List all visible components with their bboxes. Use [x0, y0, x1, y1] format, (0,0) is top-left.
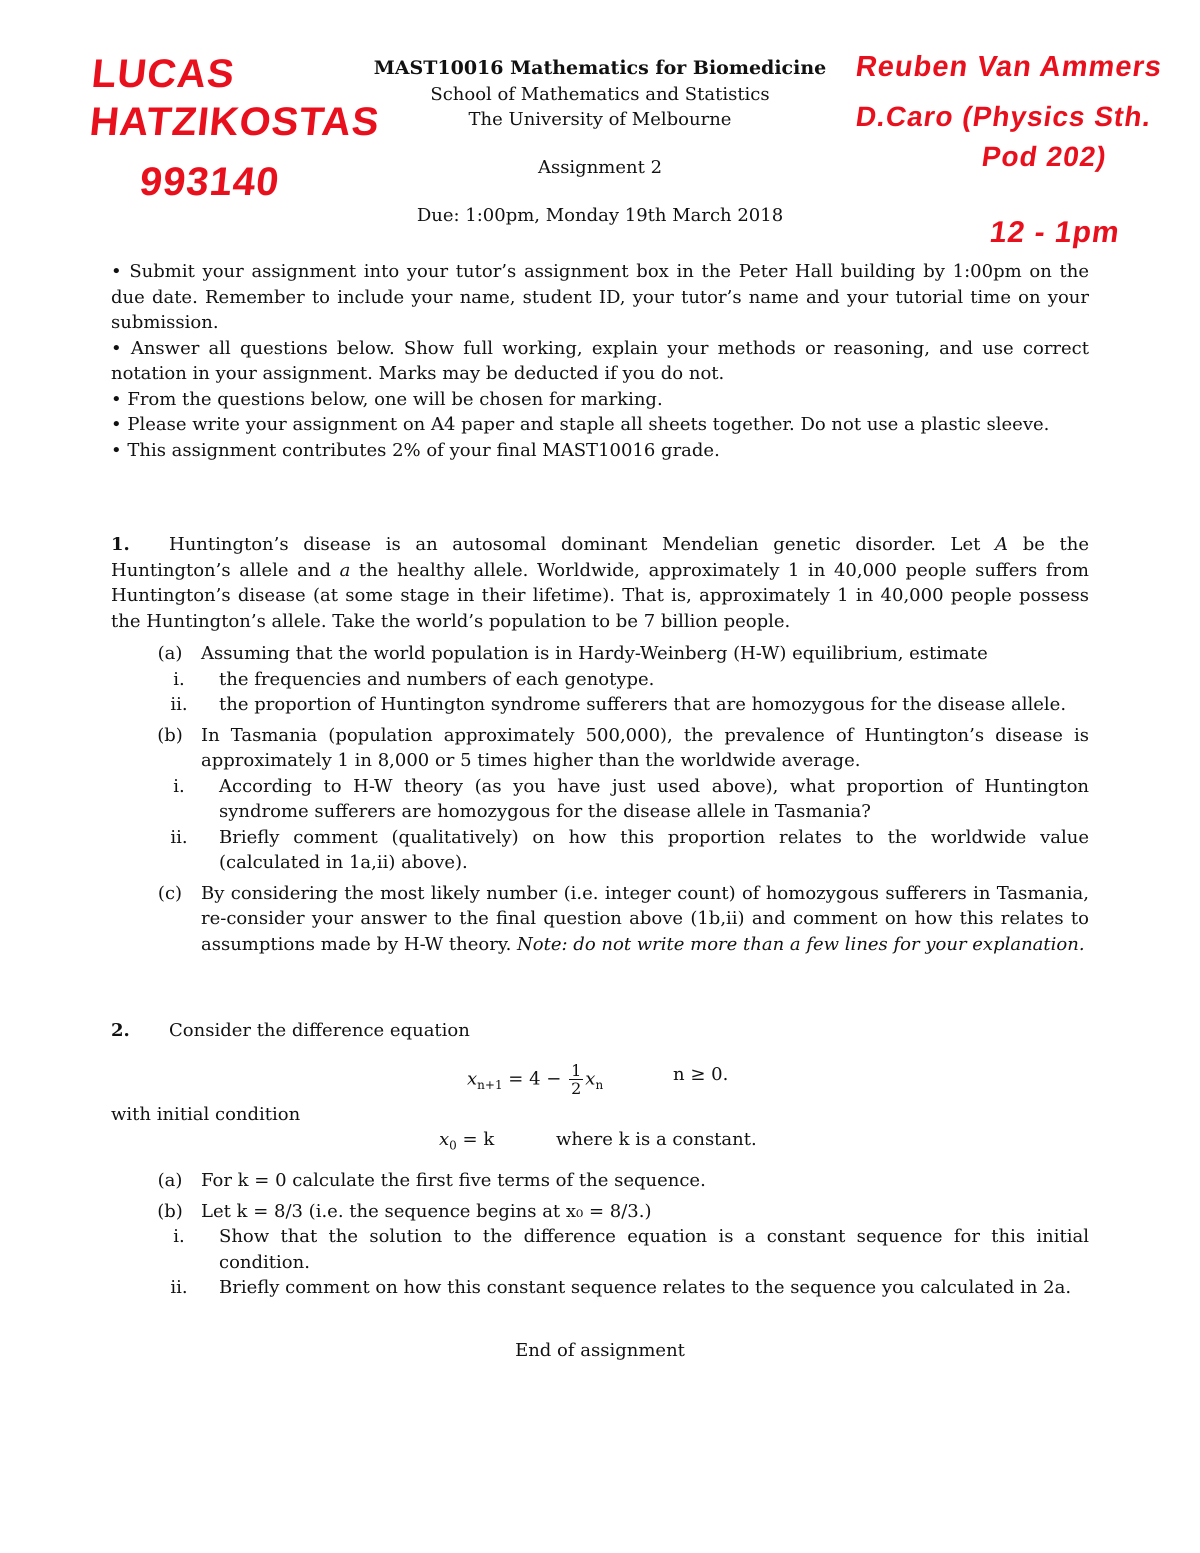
subpart-text: the proportion of Huntington syndrome sufferers that are homozygous for the disease allele.	[219, 694, 1067, 715]
part-text: Let k = 8/3 (i.e. the sequence begins at x₀ = 8/3.)	[201, 1200, 652, 1222]
instruction-item: • Answer all questions below. Show full working, explain your methods or reasoning, and use correct notation in your assignment. Marks may be deducted if you do not.	[111, 337, 1089, 384]
subpart-label: i.	[173, 775, 185, 797]
var-a: a	[339, 559, 351, 581]
question-1b-i	[111, 774, 1089, 825]
eq-var: x	[585, 1068, 596, 1090]
part-text: In Tasmania (population approximately 500,000), the prevalence of Huntington’s disease is approximately 1 in 8,000 or 5 times higher than the worldwide average.	[201, 724, 1089, 771]
subpart-text: the frequencies and numbers of each genotype.	[219, 668, 655, 690]
handwritten-tutor-room: Pod 202)	[979, 141, 1109, 172]
var-A: A	[995, 534, 1009, 555]
question-2-parts	[111, 1168, 1089, 1301]
part-label: (b)	[157, 1200, 183, 1222]
handwritten-tutor-location: D.Caro (Physics Sth.	[853, 101, 1154, 132]
frac-num: 1	[571, 1061, 582, 1080]
part-label: (b)	[157, 724, 183, 746]
initial-condition-text: with initial condition	[111, 1104, 301, 1125]
instruction-item: • From the questions below, one will be chosen for marking.	[111, 388, 663, 410]
part-label: (a)	[157, 643, 183, 664]
question-2b-ii	[111, 1275, 1089, 1301]
subpart-text: Briefly comment (qualitatively) on how this proportion relates to the worldwide value (calculated in 1a,ii) above).	[219, 826, 1089, 873]
subpart-text: Show that the solution to the difference equation is a constant sequence for this initial condition.	[219, 1226, 1089, 1273]
part-label: (c)	[157, 882, 183, 904]
ic-var: x	[439, 1129, 450, 1150]
ic-where: where k is a constant.	[556, 1129, 757, 1150]
intro-text: Consider the difference equation	[169, 1020, 470, 1041]
intro-text: Huntington’s disease is an autosomal dominant Mendelian genetic disorder. Let	[169, 534, 996, 555]
subpart-text: Briefly comment on how this constant sequence relates to the sequence you calculated in 2a.	[219, 1277, 1072, 1298]
part-text: By considering the most likely number (i.e. integer count) of homozygous sufferers in Tasmania, re-consider your answer to the final question above (1b,ii) and comment on how this relates to assumptions made by H-W theory.	[201, 882, 1089, 955]
handwritten-tutorial-time: 12 - 1pm	[987, 216, 1123, 249]
part-text: For k = 0 calculate the first five terms of the sequence.	[201, 1170, 706, 1191]
handwritten-student-id: 993140	[137, 160, 282, 204]
question-1c	[111, 881, 1089, 958]
eq-operator: = 4 −	[502, 1068, 568, 1090]
part-text: Assuming that the world population is in Hardy-Weinberg (H-W) equilibrium, estimate	[201, 643, 988, 664]
eq-var: x	[467, 1068, 478, 1090]
intro-text: the healthy allele. Worldwide, approximately 1 in 40,000 people suffers from Huntington’s disease (at some stage in their lifetime). That is, approximately 1 in 40,000 people possess the Huntington’s allele. Take the world’s population to be 7 billion people.	[111, 559, 1089, 632]
question-1a-ii	[111, 692, 1089, 718]
question-2b	[111, 1199, 1089, 1225]
ic-equals: = k	[456, 1129, 495, 1150]
question-number: 2.	[111, 1020, 130, 1041]
ic-subscript: 0	[449, 1138, 457, 1153]
eq-condition: n ≥ 0.	[673, 1064, 729, 1085]
subpart-label: i.	[173, 1226, 185, 1247]
subpart-text: According to H-W theory (as you have just used above), what proportion of Huntington syndrome sufferers are homozygous for the disease allele in Tasmania?	[219, 775, 1089, 822]
instruction-item: • Submit your assignment into your tutor’s assignment box in the Peter Hall building by 1:00pm on the due date. Remember to include your name, student ID, your tutor’s name and your tutorial time on your submission.	[111, 261, 1089, 333]
eq-fraction	[569, 1062, 583, 1097]
intro-text: be the Huntington’s allele and	[111, 534, 1089, 581]
question-2a	[111, 1168, 1089, 1194]
subpart-label: i.	[173, 668, 185, 690]
question-1	[111, 532, 1089, 957]
part-label: (a)	[157, 1170, 183, 1191]
question-number: 1.	[111, 534, 130, 555]
university-name: The University of Melbourne	[468, 109, 732, 130]
subpart-label: ii.	[170, 694, 188, 715]
course-title: MAST10016 Mathematics for Biomedicine	[373, 57, 827, 79]
eq-subscript: n	[595, 1078, 604, 1093]
question-2-intro	[111, 1018, 1089, 1044]
instruction-item: • This assignment contributes 2% of your final MAST10016 grade.	[111, 439, 720, 461]
subpart-label: ii.	[170, 826, 188, 848]
question-1b	[111, 723, 1089, 774]
handwritten-tutor-name: Reuben Van Ammers	[853, 51, 1165, 83]
question-2b-i	[111, 1224, 1089, 1275]
instruction-item: • Please write your assignment on A4 paper and staple all sheets together. Do not use a plastic sleeve.	[111, 414, 1050, 435]
due-date: Due: 1:00pm, Monday 19th March 2018	[416, 205, 784, 226]
handwritten-name-last: HATZIKOSTAS	[87, 100, 382, 144]
assignment-title: Assignment 2	[537, 157, 663, 178]
question-1a-i	[111, 667, 1089, 693]
eq-subscript: n+1	[477, 1078, 503, 1093]
instructions-list	[111, 259, 1089, 463]
school-name: School of Mathematics and Statistics	[430, 84, 770, 105]
subpart-label: ii.	[170, 1277, 188, 1298]
handwritten-name-first: LUCAS	[89, 52, 238, 96]
question-1-intro	[111, 532, 1089, 634]
question-2	[111, 1018, 1089, 1044]
end-of-assignment: End of assignment	[515, 1340, 685, 1361]
question-1b-ii	[111, 825, 1089, 876]
question-1a	[111, 641, 1089, 667]
frac-den: 2	[571, 1079, 582, 1098]
part-note: Note: do not write more than a few lines for your explanation.	[517, 933, 1085, 955]
